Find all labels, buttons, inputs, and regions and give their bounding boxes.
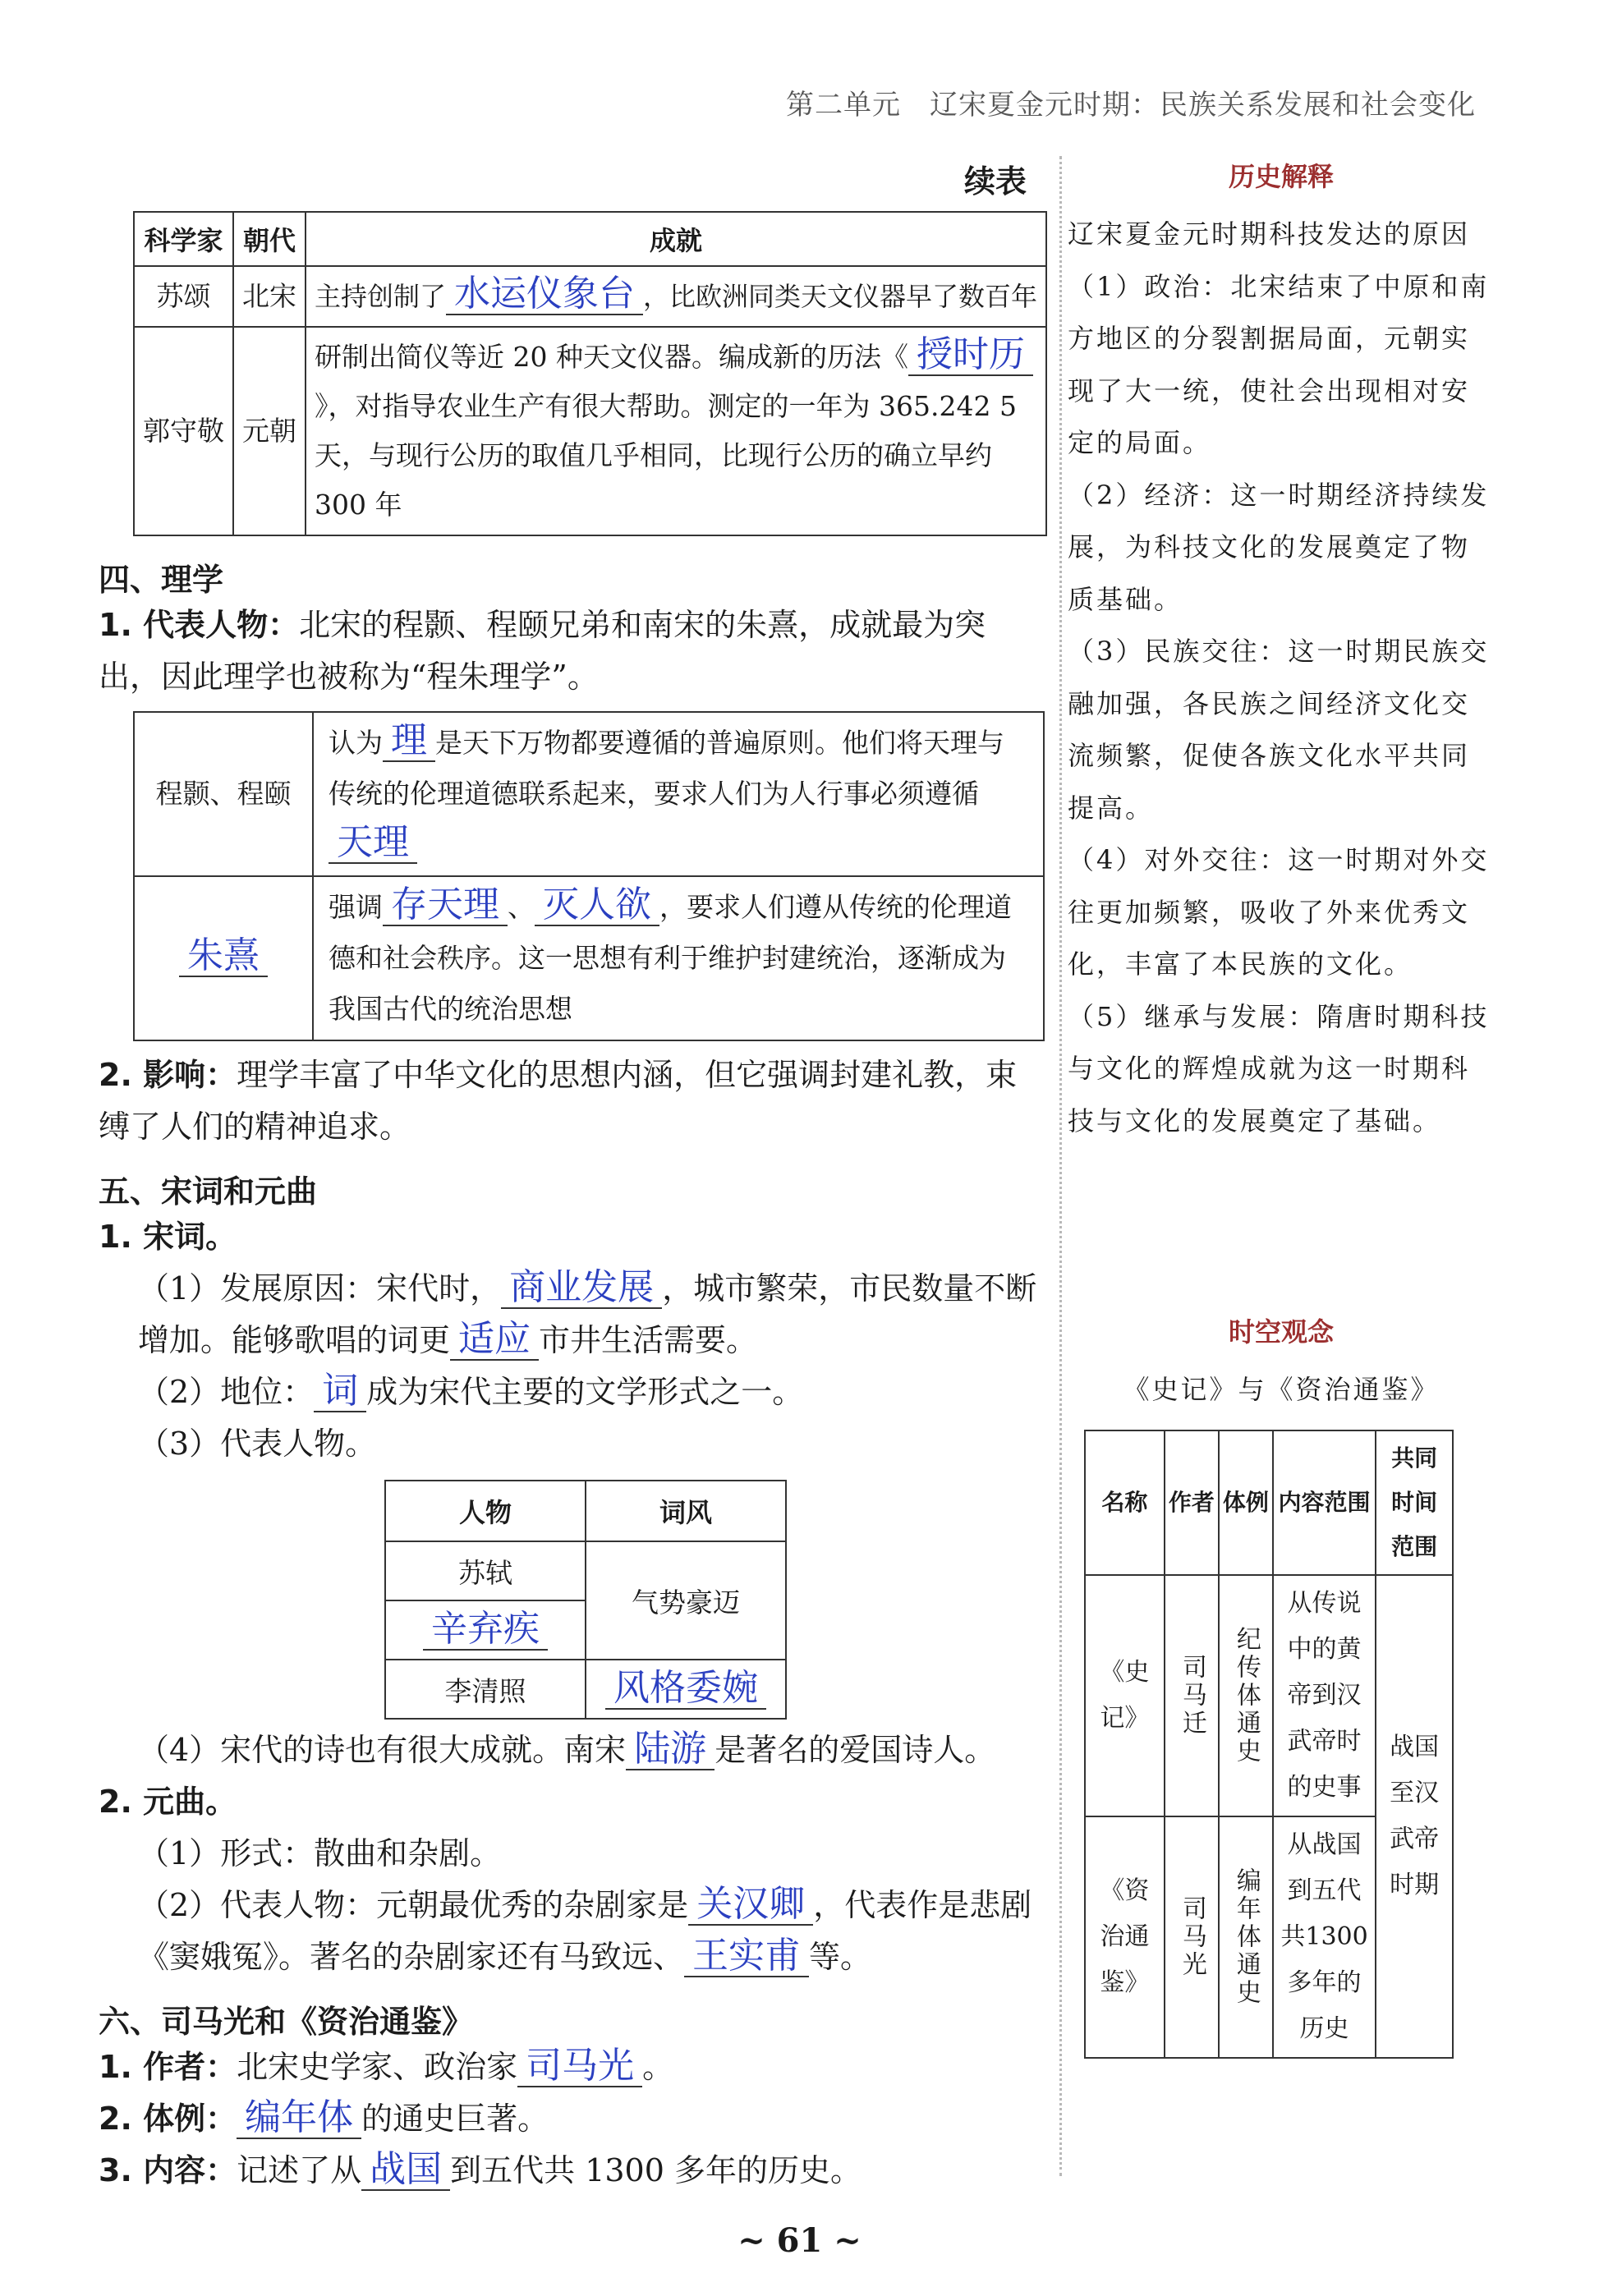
cell-scope: 从传说中的黄帝到汉武帝时的史事: [1273, 1575, 1376, 1816]
th-achievement: 成就: [306, 212, 1046, 266]
cell-style: 气势豪迈: [586, 1541, 786, 1660]
cell-person: [385, 1600, 586, 1660]
sidebar-heading-spacetime: 时空观念: [1228, 1316, 1334, 1348]
ci-reason: （1）发展原因：宋代时， 商业发展 ，城市繁荣，市民数量不断增加。能够歌唱的词更 适应 市井生活需要。: [138, 1266, 1037, 1360]
cell-dynasty: 元朝: [233, 327, 306, 535]
column-divider: [1059, 156, 1062, 2176]
answer-blank: 灭人欲: [535, 885, 659, 926]
ci-table: [384, 1480, 787, 1720]
cell-person: 李清照: [385, 1660, 586, 1719]
qu-figures: （2）代表人物：元朝最优秀的杂剧家是 关汉卿 ，代表作是悲剧《窦娥冤》。著名的杂剧家还有马致远、 王实甫 等。: [138, 1883, 1032, 1977]
answer-blank: 商业发展: [501, 1268, 662, 1309]
cell-name: 程颢、程颐: [134, 712, 313, 876]
th-name: 名称: [1085, 1430, 1165, 1575]
answer-blank: 存天理: [383, 885, 508, 926]
answer-blank: 辛弃疾: [423, 1609, 548, 1651]
sidebar: [1068, 156, 1495, 2059]
sec4-item1: 1. 代表人物：北宋的程颢、程颐兄弟和南宋的朱熹，成就最为突出，因此理学也被称为“程朱理学”。: [99, 607, 986, 695]
th-person: 人物: [385, 1481, 586, 1541]
table-row: [134, 712, 1044, 876]
section-6-title: 六、司马光和《资治通鉴》: [99, 2004, 474, 2040]
sidebar-heading-interpretation: 历史解释: [1228, 161, 1334, 192]
answer-blank: 水运仪象台: [446, 274, 643, 315]
sec6-item1: 1. 作者：北宋史学家、政治家 司马光 。: [99, 2045, 674, 2087]
answer-blank: 朱熹: [179, 936, 268, 977]
answer-blank: 词: [314, 1371, 366, 1412]
th-common: 共同时间范围: [1376, 1430, 1453, 1575]
th-scientist: 科学家: [134, 212, 233, 266]
cell-achievement: 研制出简仪等近 20 种天文仪器。编成新的历法《 授时历》，对指导农业生产有很大帮助。测定的一年为 365.242 5 天，与现行公历的取值几乎相同，比现行公历的确立早约 300 年: [306, 327, 1046, 535]
th-author: 作者: [1165, 1430, 1219, 1575]
cell-author: 司马迁: [1165, 1575, 1219, 1816]
table-row: [385, 1660, 786, 1719]
answer-blank: 司马光: [517, 2046, 642, 2087]
sec6-item2: 2. 体例： 编年体 的通史巨著。: [99, 2096, 549, 2138]
cell-name: 苏颂: [134, 266, 233, 327]
ci-figures: （3）代表人物。: [138, 1426, 377, 1462]
answer-blank: 风格委婉: [605, 1669, 766, 1710]
cell-person: 苏轼: [385, 1541, 586, 1600]
sidebar-point: （4）对外交往：这一时期对外交往更加频繁，吸收了外来优秀文化，丰富了本民族的文化。: [1068, 844, 1490, 980]
answer-blank: 陆游: [626, 1729, 714, 1770]
sidebar-intro: 辽宋夏金元时期科技发达的原因: [1068, 218, 1471, 250]
sidebar-point: （2）经济：这一时期经济持续发展，为科技文化的发展奠定了物质基础。: [1068, 479, 1490, 615]
cell-scope: 从战国到五代共1300多年的历史: [1273, 1816, 1376, 2058]
scientist-table: [133, 211, 1047, 536]
cell-name: [134, 876, 313, 1040]
th-style: 词风: [586, 1481, 786, 1541]
sidebar-subtitle: 《史记》与《资治通鉴》: [1123, 1374, 1440, 1405]
qu-label: 2. 元曲。: [99, 1784, 237, 1820]
ci-label: 1. 宋词。: [99, 1219, 237, 1255]
table-row: [134, 266, 1046, 327]
cell-desc: 认为 理 是天下万物都要遵循的普遍原则。他们将天理与传统的伦理道德联系起来，要求人们为人行事必须遵循天理: [313, 712, 1044, 876]
cell-achievement: 主持创制了 水运仪象台 ，比欧洲同类天文仪器早了数百年: [306, 266, 1046, 327]
ci-status: （2）地位： 词 成为宋代主要的文学形式之一。: [138, 1370, 804, 1412]
lixue-table: [133, 711, 1045, 1041]
table-row: [134, 876, 1044, 1040]
cell-common-range: 战国至汉武帝时期: [1376, 1575, 1453, 2058]
qu-form: （1）形式：散曲和杂剧。: [138, 1835, 502, 1871]
history-books-table: [1084, 1430, 1454, 2059]
cell-book-name: 《资治通鉴》: [1085, 1816, 1165, 2058]
th-dynasty: 朝代: [233, 212, 306, 266]
answer-blank: 关汉卿: [688, 1885, 813, 1926]
page-number: ~ 61 ~: [737, 2221, 862, 2260]
cell-author: 司马光: [1165, 1816, 1219, 2058]
table-row: [1085, 1575, 1453, 1816]
answer-blank: 战国: [361, 2150, 450, 2191]
th-scope: 内容范围: [1273, 1430, 1376, 1575]
cell-style: [586, 1660, 786, 1719]
cell-book-name: 《史记》: [1085, 1575, 1165, 1816]
sidebar-point: （1）政治：北宋结束了中原和南方地区的分裂割据局面，元朝实现了大一统，使社会出现相对安定的局面。: [1068, 270, 1490, 458]
sidebar-point: （3）民族交往：这一时期民族交融加强，各民族之间经济文化交流频繁，促使各族文化水平共同提高。: [1068, 636, 1490, 824]
sec6-item3: 3. 内容：记述了从 战国 到五代共 1300 多年的历史。: [99, 2148, 862, 2190]
ci-poetry: （4）宋代的诗也有很大成就。南宋 陆游 是著名的爱国诗人。: [138, 1728, 996, 1770]
main-column: [99, 156, 1043, 2197]
running-header: 第二单元 辽宋夏金元时期：民族关系发展和社会变化: [786, 89, 1476, 122]
section-5-title: 五、宋词和元曲: [99, 1173, 318, 1210]
table-row: [134, 327, 1046, 535]
continued-title: 续表: [963, 163, 1027, 200]
table-row: [385, 1541, 786, 1600]
section-4-title: 四、理学: [99, 562, 224, 598]
answer-blank: 理: [383, 721, 435, 762]
answer-blank: 编年体: [237, 2098, 361, 2139]
cell-desc: 强调 存天理 、 灭人欲 ，要求人们遵从传统的伦理道德和社会秩序。这一思想有利于维护封建统治，逐渐成为我国古代的统治思想: [313, 876, 1044, 1040]
cell-style: 纪传体通史: [1219, 1575, 1273, 1816]
cell-name: 郭守敬: [134, 327, 233, 535]
answer-blank: 适应: [450, 1320, 539, 1361]
answer-blank: 授时历: [908, 335, 1033, 376]
sidebar-point: （5）继承与发展：隋唐时期科技与文化的辉煌成就为这一时期科技与文化的发展奠定了基础。: [1068, 1000, 1490, 1137]
answer-blank: 王实甫: [684, 1936, 809, 1977]
sec4-item2: 2. 影响：理学丰富了中华文化的思想内涵，但它强调封建礼教，束缚了人们的精神追求。: [99, 1057, 1018, 1145]
th-style: 体例: [1219, 1430, 1273, 1575]
cell-dynasty: 北宋: [233, 266, 306, 327]
answer-blank: 天理: [329, 823, 417, 864]
cell-style: 编年体通史: [1219, 1816, 1273, 2058]
